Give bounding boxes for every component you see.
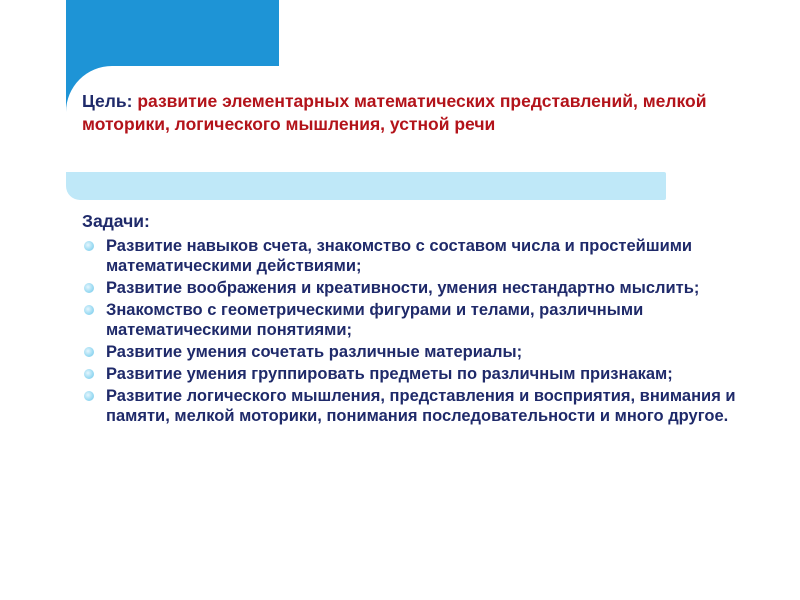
goal-heading — [82, 90, 762, 136]
goal-label: Цель: — [82, 91, 133, 111]
tasks-title: Задачи: — [82, 211, 150, 231]
task-text: Знакомство с геометрическими фигурами и телами, различными математическими понятиями; — [106, 301, 644, 339]
task-text: Развитие умения группировать предметы по различным признакам; — [106, 365, 673, 383]
bullet-icon — [84, 241, 94, 251]
list-item — [82, 300, 762, 340]
list-item — [82, 236, 762, 276]
task-text: Развитие логического мышления, представления и восприятия, внимания и памяти, мелкой моторики, понимания последовательности и много другое. — [106, 387, 736, 425]
list-item — [82, 342, 762, 362]
goal-text: развитие элементарных математических представлений, мелкой моторики, логического мышления, устной речи — [82, 91, 707, 134]
tasks-list — [82, 236, 762, 428]
bullet-icon — [84, 347, 94, 357]
task-text: Развитие умения сочетать различные материалы; — [106, 343, 523, 361]
bullet-icon — [84, 283, 94, 293]
bullet-icon — [84, 391, 94, 401]
task-text: Развитие навыков счета, знакомство с составом числа и простейшими математическими действиями; — [106, 237, 693, 275]
divider-bar — [66, 172, 666, 200]
bullet-icon — [84, 369, 94, 379]
list-item — [82, 278, 762, 298]
list-item — [82, 386, 762, 426]
task-text: Развитие воображения и креативности, умения нестандартно мыслить; — [106, 279, 700, 297]
bullet-icon — [84, 305, 94, 315]
list-item — [82, 364, 762, 384]
